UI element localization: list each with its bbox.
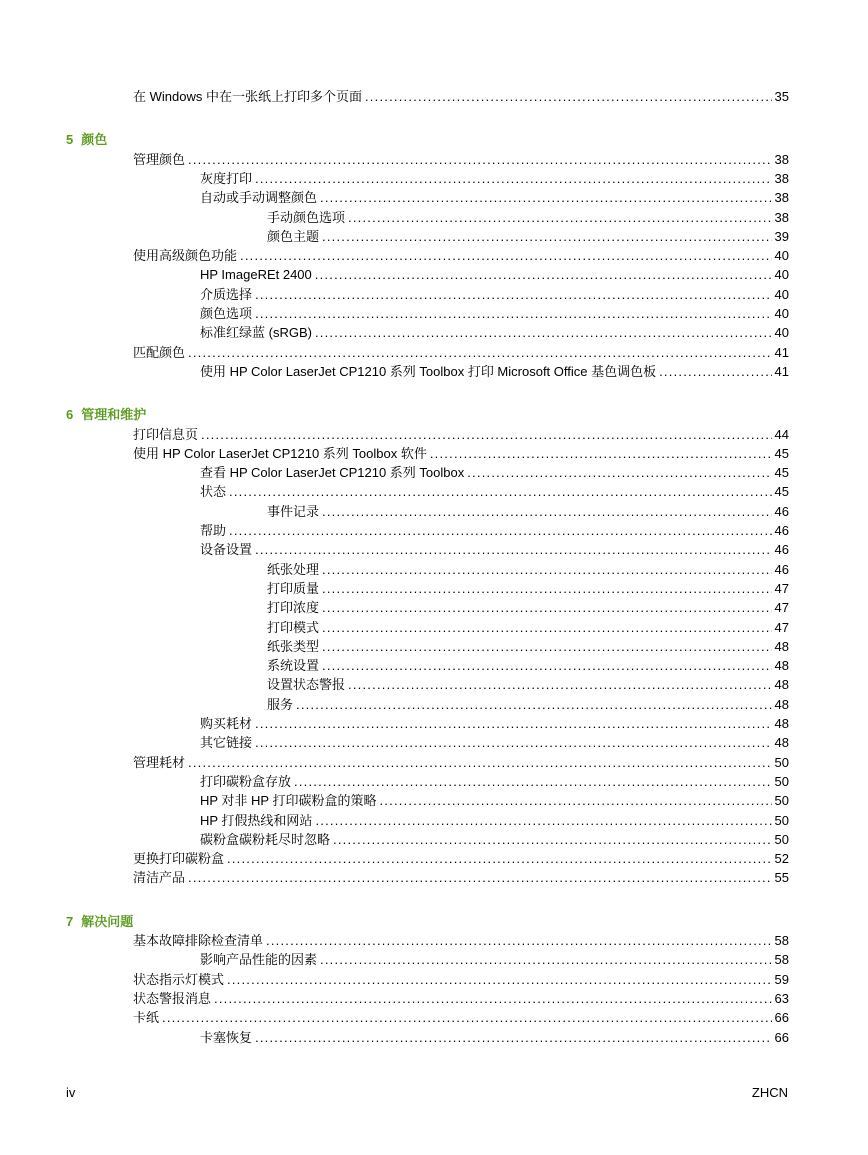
toc-entry[interactable] <box>200 189 789 207</box>
toc-entry-title: 使用 HP Color LaserJet CP1210 系列 Toolbox 打印 Microsoft Office 基色调色板 <box>200 363 657 379</box>
toc-entry-page-number: 59 <box>774 971 789 987</box>
toc-entry[interactable] <box>267 580 789 598</box>
toc-entry-title: 设备设置 <box>200 542 253 558</box>
dot-leader <box>348 676 772 694</box>
dot-leader <box>255 170 772 188</box>
toc-entry-page-number: 66 <box>774 1010 789 1026</box>
toc-entry[interactable] <box>267 228 789 246</box>
toc-entry-page-number: 58 <box>774 933 789 948</box>
toc-entry-page-number: 46 <box>774 503 789 519</box>
toc-entry-title: 打印质量 <box>267 580 320 596</box>
toc-entry-title: 影响产品性能的因素 <box>200 952 318 968</box>
toc-entry-page-number: 41 <box>774 344 789 360</box>
toc-entry-title: 查看 HP Color LaserJet CP1210 系列 Toolbox <box>200 465 465 481</box>
toc-entry[interactable] <box>267 561 789 579</box>
toc-entry-title: 纸张类型 <box>267 638 320 654</box>
toc-entry-title: 状态 <box>200 484 227 500</box>
toc-entry-page-number: 40 <box>774 306 789 321</box>
toc-entry[interactable] <box>200 951 789 969</box>
dot-leader <box>255 305 772 323</box>
toc-entry-title: 纸张处理 <box>267 561 320 577</box>
toc-entry-title: 颜色选项 <box>200 306 253 321</box>
dot-leader <box>322 503 772 521</box>
toc-entry-page-number: 35 <box>774 89 789 104</box>
toc-entry[interactable] <box>267 657 789 675</box>
toc-entry[interactable] <box>200 266 789 284</box>
toc-entry-title: 卡塞恢复 <box>200 1029 253 1045</box>
toc-entry[interactable] <box>133 869 789 887</box>
toc-entry-title: 帮助 <box>200 523 227 538</box>
toc-entry[interactable] <box>200 773 789 791</box>
toc-entry[interactable] <box>267 503 789 521</box>
toc-entry-page-number: 52 <box>774 851 789 867</box>
toc-entry-title: 使用 HP Color LaserJet CP1210 系列 Toolbox 软件 <box>133 445 427 461</box>
chapter-title: 颜色 <box>81 132 108 148</box>
dot-leader <box>467 464 771 482</box>
toc-entry-title: 卡纸 <box>133 1010 160 1026</box>
toc-entry-title: 状态指示灯模式 <box>133 971 225 987</box>
toc-entry-page-number: 63 <box>774 990 789 1006</box>
toc-entry-page-number: 41 <box>774 363 789 379</box>
chapter-number: 7 <box>66 913 74 929</box>
toc-entry[interactable] <box>133 932 789 950</box>
toc-entry-page-number: 40 <box>774 267 789 283</box>
dot-leader <box>188 754 772 772</box>
toc-entry[interactable] <box>267 696 789 714</box>
dot-leader <box>348 209 772 227</box>
toc-entry[interactable] <box>200 522 789 540</box>
toc-entry[interactable] <box>133 88 789 106</box>
dot-leader <box>659 363 771 381</box>
toc-entry-title: 颜色主题 <box>267 228 320 244</box>
toc-entry[interactable] <box>200 305 789 323</box>
dot-leader <box>379 792 771 810</box>
toc-entry-title: HP 打假热线和网站 <box>200 812 313 828</box>
toc-entry-page-number: 48 <box>774 735 789 751</box>
dot-leader <box>322 580 772 598</box>
dot-leader <box>162 1009 772 1027</box>
toc-entry-title: 购买耗材 <box>200 716 253 731</box>
toc-entry[interactable] <box>133 990 789 1008</box>
toc-entry[interactable] <box>133 445 789 463</box>
toc-entry[interactable] <box>133 426 789 444</box>
dot-leader <box>365 88 772 106</box>
toc-entry-title: HP 对非 HP 打印碳粉盒的策略 <box>200 793 377 809</box>
toc-entry[interactable] <box>267 209 789 227</box>
dot-leader <box>188 869 772 887</box>
dot-leader <box>333 831 772 849</box>
toc-entry-page-number: 38 <box>774 190 789 206</box>
toc-entry-title: 灰度打印 <box>200 170 253 186</box>
chapter-number: 6 <box>66 407 74 423</box>
toc-entry[interactable] <box>267 619 789 637</box>
chapter-heading <box>66 406 146 424</box>
toc-entry-title: 打印信息页 <box>133 426 199 442</box>
dot-leader <box>266 932 772 950</box>
toc-entry[interactable] <box>133 850 789 868</box>
toc-entry-title: 在 Windows 中在一张纸上打印多个页面 <box>133 89 362 104</box>
toc-entry[interactable] <box>200 483 789 501</box>
toc-entry-page-number: 40 <box>774 286 789 302</box>
dot-leader <box>315 812 771 830</box>
toc-entry-title: 更换打印碳粉盒 <box>133 851 225 867</box>
toc-entry-title: 管理耗材 <box>133 754 186 770</box>
toc-entry[interactable] <box>200 464 789 482</box>
toc-entry-title: 事件记录 <box>267 503 320 519</box>
toc-entry-page-number: 46 <box>774 523 789 538</box>
dot-leader <box>322 561 772 579</box>
toc-entry-page-number: 48 <box>774 696 789 712</box>
dot-leader <box>315 266 772 284</box>
dot-leader <box>320 951 772 969</box>
chapter-heading <box>66 131 107 149</box>
dot-leader <box>320 189 772 207</box>
toc-entry-title: 打印浓度 <box>267 600 320 616</box>
footer-language-code: ZHCN <box>751 1085 788 1100</box>
dot-leader <box>255 734 772 752</box>
toc-entry-page-number: 50 <box>774 812 789 828</box>
toc-entry-page-number: 50 <box>774 793 789 809</box>
dot-leader <box>255 541 772 559</box>
dot-leader <box>296 696 772 714</box>
toc-entry-page-number: 47 <box>774 580 789 596</box>
toc-entry-page-number: 47 <box>774 600 789 616</box>
toc-entry-title: 清洁产品 <box>133 870 186 886</box>
toc-entry-page-number: 38 <box>774 209 789 225</box>
toc-entry[interactable] <box>200 170 789 188</box>
toc-entry-page-number: 40 <box>774 325 789 341</box>
toc-entry[interactable] <box>133 754 789 772</box>
toc-entry[interactable] <box>133 247 789 265</box>
dot-leader <box>315 324 772 342</box>
dot-leader <box>188 344 772 362</box>
toc-entry[interactable] <box>200 715 789 733</box>
toc-entry[interactable] <box>200 812 789 830</box>
chapter-number: 5 <box>66 132 74 148</box>
toc-entry-page-number: 38 <box>774 151 789 167</box>
toc-entry-title: 手动颜色选项 <box>267 209 346 225</box>
dot-leader <box>255 715 772 733</box>
toc-entry-page-number: 48 <box>774 677 789 693</box>
dot-leader <box>322 638 772 656</box>
toc-entry-page-number: 48 <box>774 658 789 674</box>
dot-leader <box>322 599 772 617</box>
toc-entry-page-number: 50 <box>774 754 789 770</box>
toc-entry-page-number: 48 <box>774 716 789 731</box>
dot-leader <box>227 971 772 989</box>
toc-entry-page-number: 44 <box>774 426 789 442</box>
chapter-heading <box>66 913 133 931</box>
toc-entry-title: 设置状态警报 <box>267 677 346 693</box>
toc-entry-title: 自动或手动调整颜色 <box>200 190 318 206</box>
toc-entry-page-number: 40 <box>774 248 789 264</box>
toc-entry-page-number: 55 <box>774 870 789 886</box>
toc-entry[interactable] <box>200 792 789 810</box>
dot-leader <box>214 990 772 1008</box>
toc-entry-page-number: 58 <box>774 952 789 968</box>
dot-leader <box>229 522 772 540</box>
dot-leader <box>255 286 772 304</box>
toc-entry-page-number: 46 <box>774 542 789 558</box>
toc-entry-page-number: 45 <box>774 465 789 481</box>
toc-entry-page-number: 45 <box>774 445 789 461</box>
dot-leader <box>201 426 772 444</box>
toc-entry-title: 其它链接 <box>200 735 253 751</box>
toc-entry-title: 服务 <box>267 696 294 712</box>
toc-entry[interactable] <box>200 541 789 559</box>
chapter-title: 管理和维护 <box>81 407 147 423</box>
dot-leader <box>430 445 772 463</box>
toc-entry-title: 打印模式 <box>267 619 320 635</box>
toc-entry-title: 打印碳粉盒存放 <box>200 773 292 789</box>
toc-entry-page-number: 50 <box>774 831 789 847</box>
toc-entry-page-number: 39 <box>774 228 789 244</box>
toc-entry[interactable] <box>200 734 789 752</box>
toc-entry[interactable] <box>200 286 789 304</box>
chapter-title: 解决问题 <box>81 913 134 929</box>
dot-leader <box>255 1029 772 1047</box>
dot-leader <box>188 151 772 169</box>
toc-entry-title: 系统设置 <box>267 658 320 674</box>
toc-entry[interactable] <box>133 151 789 169</box>
toc-entry-title: 碳粉盒碳粉耗尽时忽略 <box>200 831 331 847</box>
toc-entry[interactable] <box>267 676 789 694</box>
toc-entry-title: 标准红绿蓝 (sRGB) <box>200 325 312 341</box>
toc-entry[interactable] <box>200 324 789 342</box>
toc-entry-title: 介质选择 <box>200 286 253 302</box>
dot-leader <box>322 657 772 675</box>
toc-entry-title: 状态警报消息 <box>133 990 212 1006</box>
toc-entry[interactable] <box>200 1029 789 1047</box>
toc-entry[interactable] <box>200 831 789 849</box>
toc-entry-page-number: 50 <box>774 773 789 789</box>
toc-entry-title: 匹配颜色 <box>133 344 186 360</box>
toc-entry-page-number: 66 <box>774 1029 789 1045</box>
dot-leader <box>240 247 772 265</box>
toc-entry[interactable] <box>133 1009 789 1027</box>
dot-leader <box>322 228 772 246</box>
toc-entry-page-number: 38 <box>774 170 789 186</box>
toc-entry-page-number: 48 <box>774 638 789 654</box>
toc-entry-page-number: 47 <box>774 619 789 635</box>
toc-entry-page-number: 45 <box>774 484 789 500</box>
toc-entry-page-number: 46 <box>774 561 789 577</box>
dot-leader <box>227 850 772 868</box>
toc-entry-title: HP ImageREt 2400 <box>200 267 312 283</box>
dot-leader <box>322 619 772 637</box>
toc-entry[interactable] <box>133 344 789 362</box>
toc-entry[interactable] <box>133 971 789 989</box>
toc-entry[interactable] <box>267 638 789 656</box>
footer-page-number: iv <box>66 1085 76 1100</box>
toc-entry-title: 使用高级颜色功能 <box>133 248 238 264</box>
toc-entry-title: 基本故障排除检查清单 <box>133 933 264 948</box>
toc-entry-title: 管理颜色 <box>133 151 186 167</box>
toc-entry[interactable] <box>200 363 789 381</box>
dot-leader <box>229 483 772 501</box>
dot-leader <box>294 773 772 791</box>
toc-entry[interactable] <box>267 599 789 617</box>
